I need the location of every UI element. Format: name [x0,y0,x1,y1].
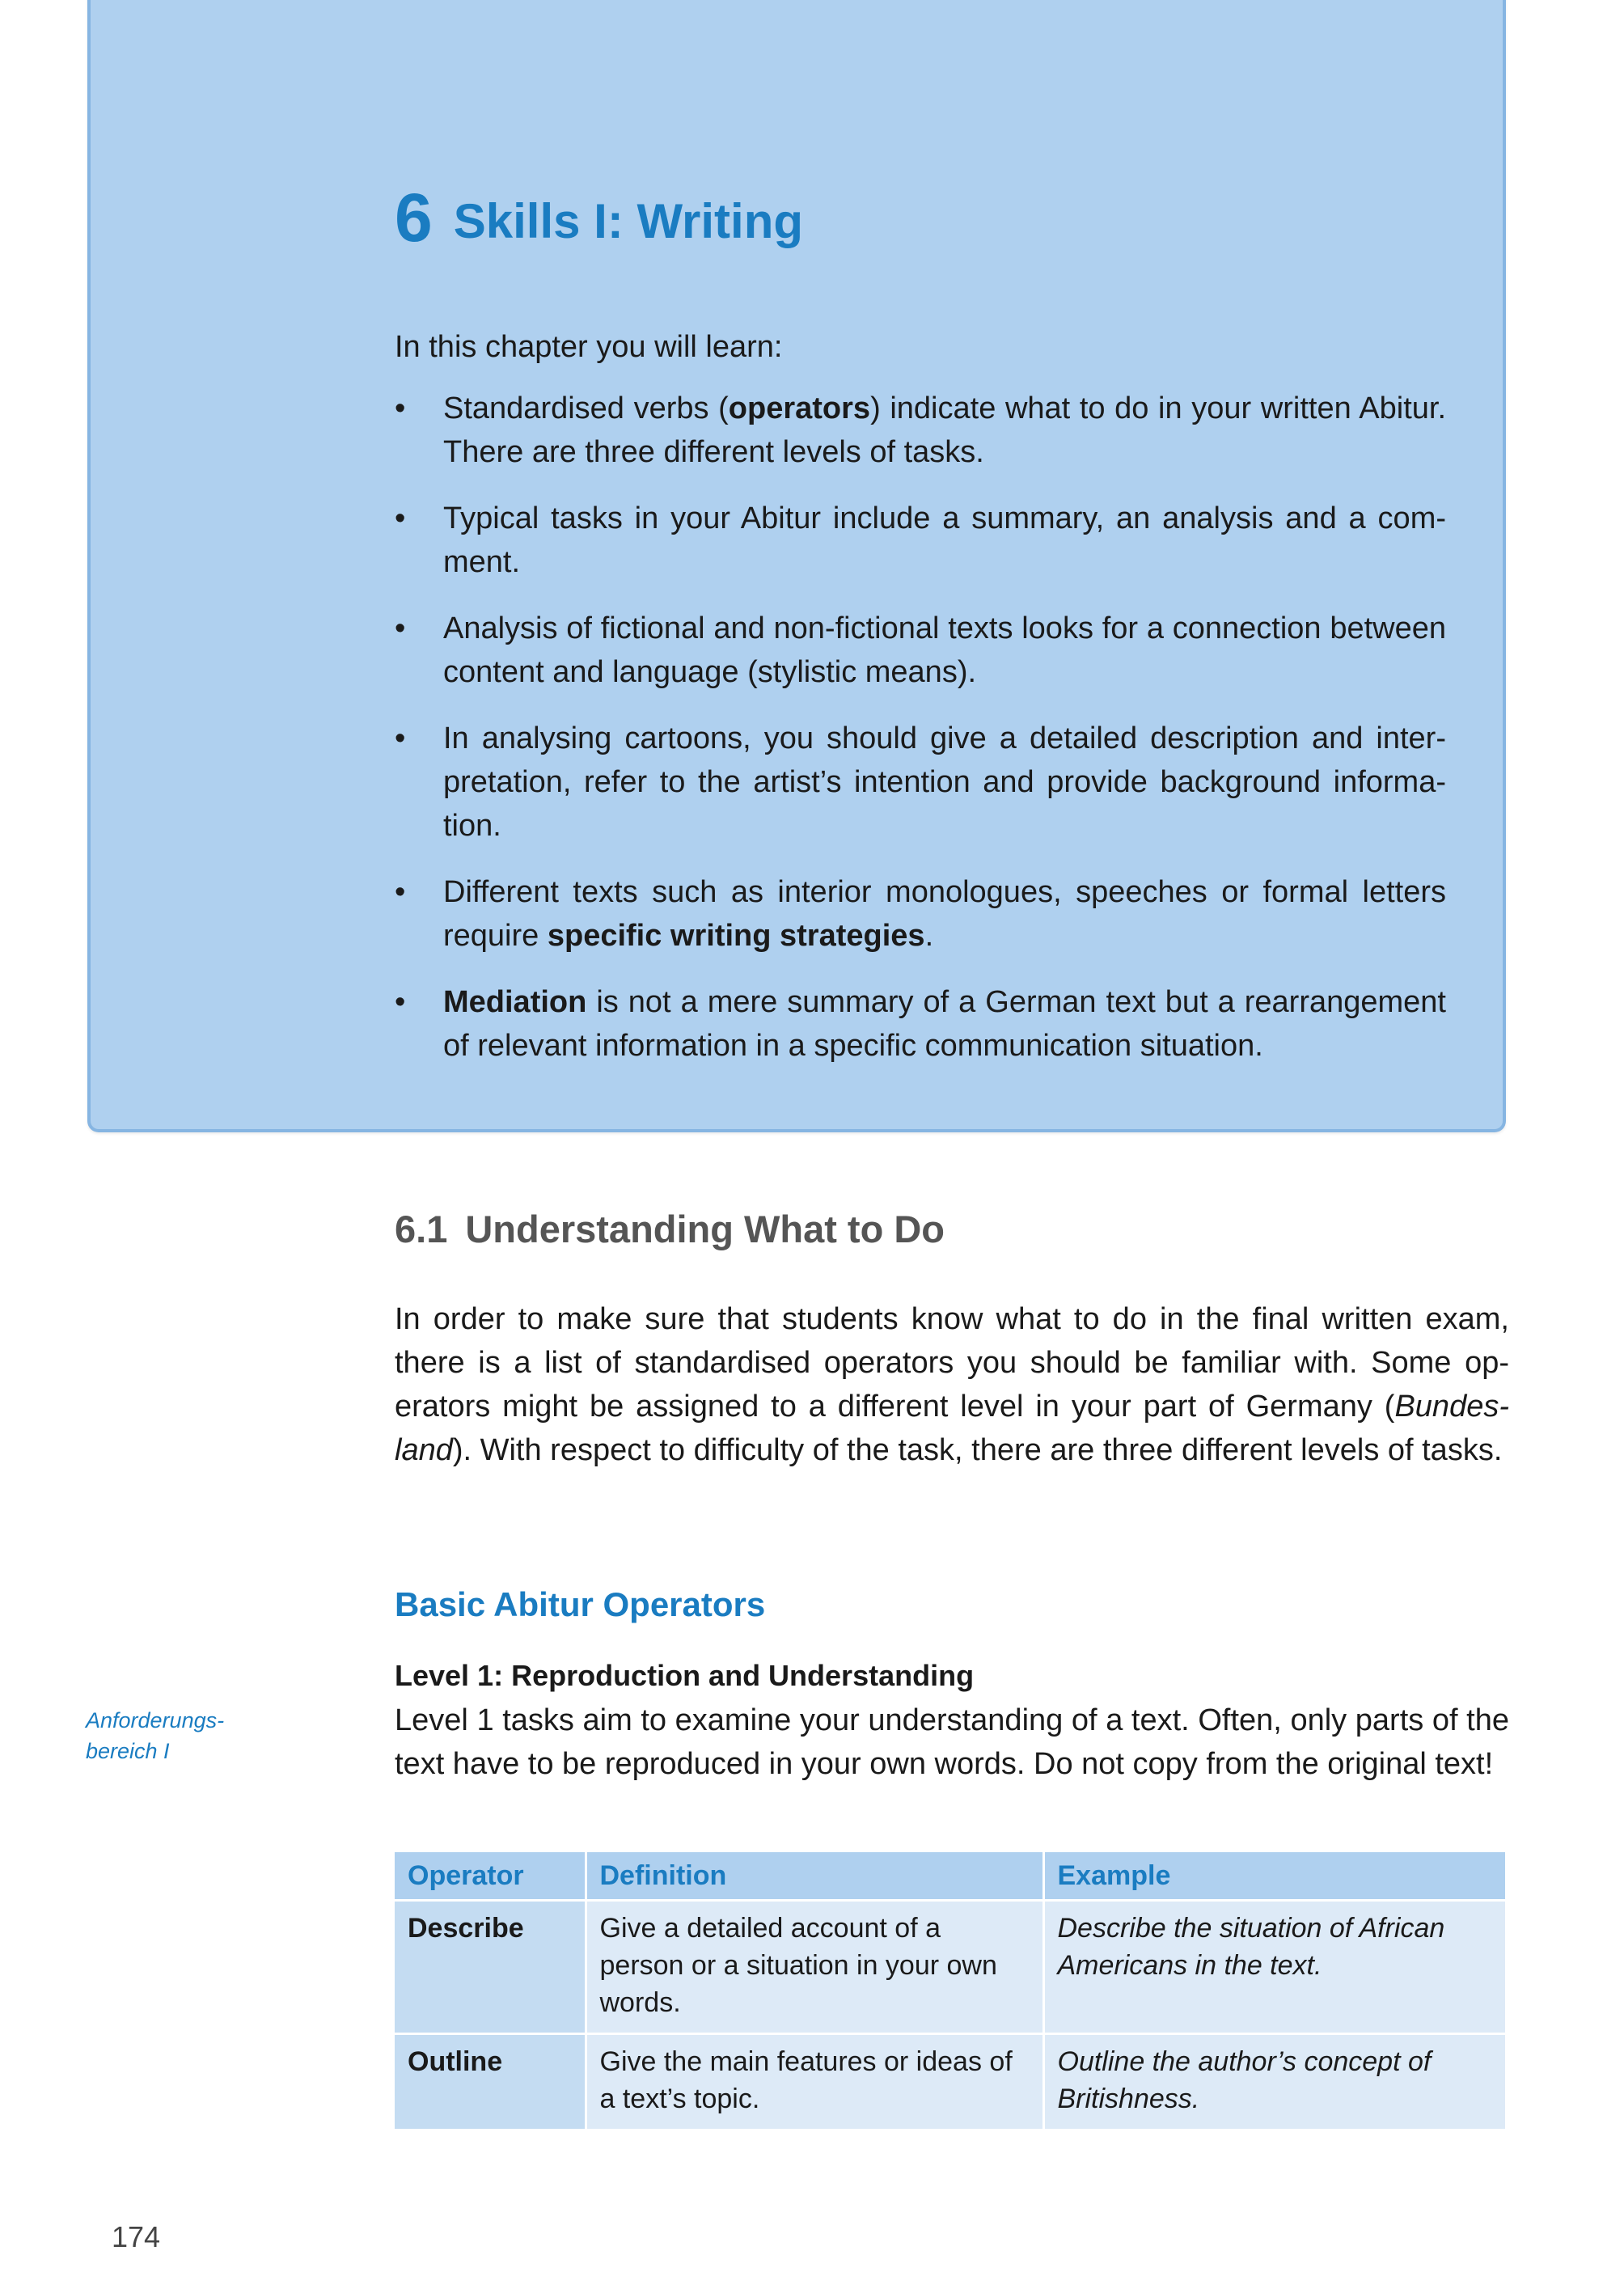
chapter-title [395,181,803,258]
page-number: 174 [112,2220,161,2253]
level-title: Level 1: Reproduction and Understanding [395,1659,975,1692]
learning-goal-item [395,497,1446,584]
goal-keyword: operators [728,391,871,425]
definition-cell: Give the main features or ideas of a text’s topic. [586,2034,1043,2130]
learning-goal-item [395,717,1446,848]
table-row [395,2034,1507,2130]
bullet-icon: • [395,611,406,645]
section-title: Understanding What to Do [465,1208,945,1250]
paragraph-italic-term: Bundesland [395,1390,1509,1467]
chapter-title-text: Skills I: Writing [453,194,803,248]
bullet-icon: • [395,501,406,535]
bullet-icon: • [395,985,406,1019]
table-header-row [395,1852,1507,1901]
learning-goal-item [395,387,1446,474]
paragraph-text: ). With respect to difficulty of the task, there are three different levels of tasks. [452,1433,1503,1467]
learning-goals-list [395,387,1446,1090]
goal-keyword: specific writing strategies [547,919,925,953]
section-heading [395,1205,945,1254]
operator-cell: Outline [395,2034,586,2130]
goal-text: ) indicate what to do in your written Abitur. There are three different levels of tasks. [443,391,1446,469]
column-header-definition: Definition [586,1852,1043,1901]
goal-text: . [924,919,934,953]
operators-heading: Basic Abitur Operators [395,1585,766,1623]
goal-text: Standardised verbs ( [443,391,729,425]
goal-text: Analysis of fictional and non-fictional texts looks for a connection between content and language (stylistic means). [443,611,1446,689]
bullet-icon: • [395,721,406,755]
learning-goal-item [395,870,1446,958]
chapter-number: 6 [395,180,433,256]
definition-cell: Give a detailed account of a person or a situation in your own words. [586,1901,1043,2034]
operator-cell: Describe [395,1901,586,2034]
example-cell: Outline the author’s concept of Britishness. [1043,2034,1507,2130]
goal-keyword: Mediation [443,985,587,1019]
learning-goal-item [395,607,1446,694]
table-row [395,1901,1507,2034]
learning-goal-item [395,980,1446,1068]
paragraph-text: In order to make sure that students know what to do in the final written exam, there is a list of standardised operators you should be familiar with. Some operators might be assigned to a different level in your part of Germany ( [395,1302,1509,1424]
margin-note-line: Anforderungs- bereich I [86,1708,225,1763]
operators-table [395,1852,1508,2131]
goal-text: In analysing cartoons, you should give a detailed description and interpretation, refer to the artist’s intention and provide background information. [443,721,1446,843]
goal-text: is not a mere summary of a German text but a rearrangement of relevant information in a specific communication situation. [443,985,1446,1063]
bullet-icon: • [395,875,406,909]
level-description: Level 1 tasks aim to examine your understanding of a text. Often, only parts of the text have to be reproduced in your own words. Do not copy from the original text! [395,1703,1509,1781]
column-header-operator: Operator [395,1852,586,1901]
section-number: 6.1 [395,1208,448,1250]
bullet-icon: • [395,391,406,425]
example-cell: Describe the situation of African Americans in the text. [1043,1901,1507,2034]
section-paragraph [395,1297,1509,1472]
margin-note [86,1705,264,1766]
goal-text: Different texts such as interior monologues, speeches or formal letters require [443,875,1446,953]
chapter-intro: In this chapter you will learn: [395,330,783,364]
column-header-example: Example [1043,1852,1507,1901]
goal-text: Typical tasks in your Abitur include a summary, an analysis and a comment. [443,501,1446,579]
